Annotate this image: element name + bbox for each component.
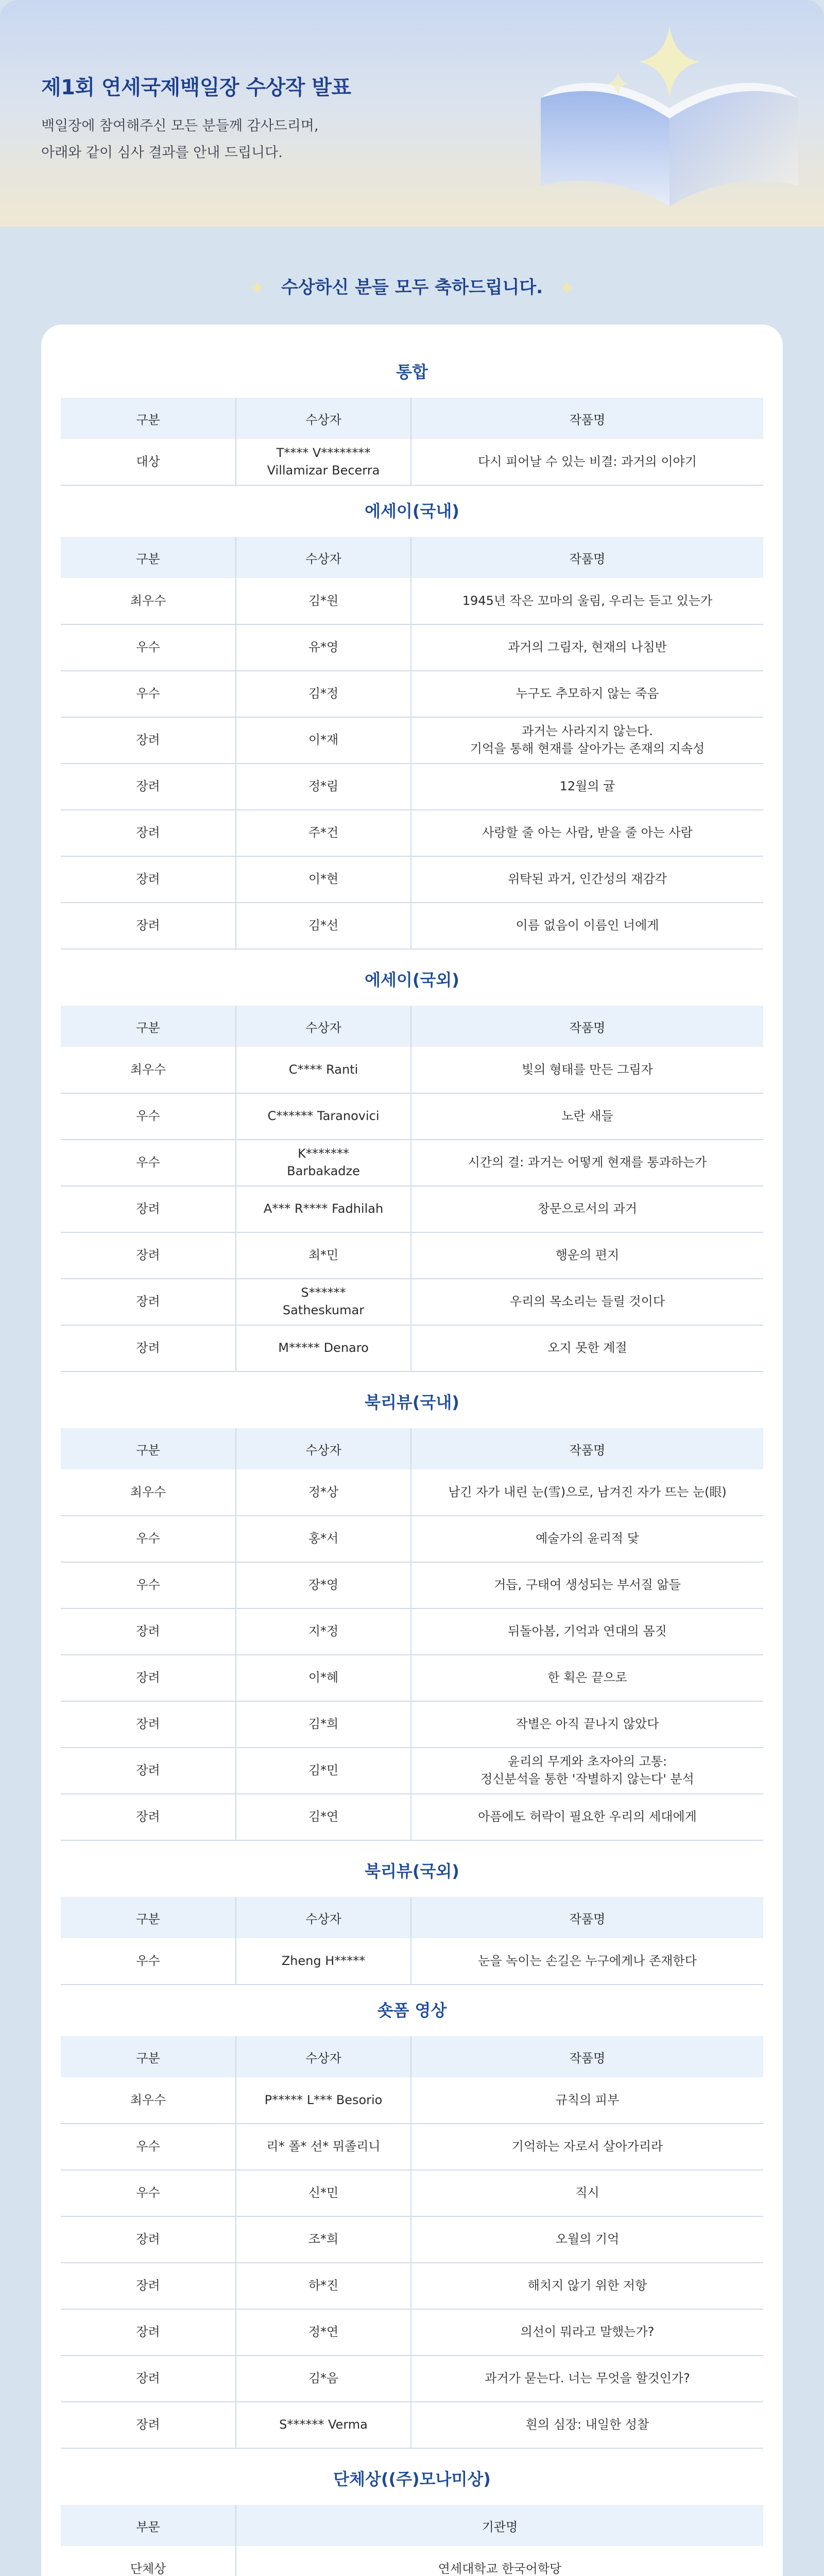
column-header-category: 구분 [61, 1897, 236, 1938]
cell-work: 노란 새들 [411, 1093, 763, 1140]
table-row [61, 2216, 763, 2263]
cell-work: 12월의 귤 [411, 764, 763, 810]
column-header-org: 기관명 [236, 2505, 763, 2546]
cell-work: 작별은 아직 끝나지 않았다 [411, 1701, 763, 1748]
results-table [61, 2036, 763, 2449]
cell-winner: 하*진 [236, 2263, 411, 2309]
cell-work: 의선이 뭐라고 말했는가? [411, 2309, 763, 2355]
cell-winner: C**** Ranti [236, 1047, 411, 1093]
table-row [61, 1047, 763, 1093]
cell-work: 뒤돌아봄, 기억과 연대의 몸짓 [411, 1608, 763, 1655]
table-row [61, 2263, 763, 2309]
cell-winner: C****** Taranovici [236, 1093, 411, 1140]
cell-winner: 김*민 [236, 1748, 411, 1794]
sparkle-icon: ✦ [558, 276, 576, 300]
cell-winner: M***** Denaro [236, 1325, 411, 1371]
section-title: 통합 [396, 362, 428, 382]
cell-winner: 이*현 [236, 856, 411, 903]
column-header-work: 작품명 [411, 1428, 763, 1469]
cell-winner: 정*연 [236, 2309, 411, 2355]
cell-work: 흰의 심장: 내일한 성찰 [411, 2402, 763, 2448]
cell-work: 과거의 그림자, 현재의 나침반 [411, 624, 763, 671]
cell-category: 장려 [61, 1794, 236, 1840]
section-shortform [61, 1985, 763, 2449]
table-row [61, 1140, 763, 1186]
cell-work: 거듭, 구태여 생성되는 부서질 앎들 [411, 1562, 763, 1608]
cell-winner: 주*건 [236, 810, 411, 856]
cell-category: 장려 [61, 1232, 236, 1279]
table-row [61, 2077, 763, 2124]
cell-work: 행운의 편지 [411, 1232, 763, 1279]
table-header-row [61, 1897, 763, 1938]
cell-winner: P***** L*** Besorio [236, 2077, 411, 2124]
cell-winner: 김*정 [236, 671, 411, 717]
cell-work: 한 획은 끝으로 [411, 1655, 763, 1701]
results-table [61, 1428, 763, 1841]
column-header-category: 구분 [61, 1006, 236, 1047]
cell-work: 오월의 기억 [411, 2216, 763, 2263]
cell-winner: A*** R**** Fadhilah [236, 1186, 411, 1232]
cell-category: 장려 [61, 2309, 236, 2355]
table-row [61, 1325, 763, 1371]
cell-winner: Zheng H***** [236, 1938, 411, 1985]
cell-category: 우수 [61, 1093, 236, 1140]
table-row [61, 810, 763, 856]
cell-work: 창문으로서의 과거 [411, 1186, 763, 1232]
table-row [61, 764, 763, 810]
table-header-row [61, 2505, 763, 2546]
table-row [61, 1748, 763, 1794]
cell-winner: 장*영 [236, 1562, 411, 1608]
cell-category: 장려 [61, 2263, 236, 2309]
congratulations-banner [0, 273, 824, 300]
column-header-category: 구분 [61, 398, 236, 439]
cell-category: 장려 [61, 717, 236, 764]
table-row [61, 1701, 763, 1748]
header-banner [0, 0, 824, 227]
cell-winner: 조*희 [236, 2216, 411, 2263]
cell-work: 시간의 결: 과거는 어떻게 현재를 통과하는가 [411, 1140, 763, 1186]
column-header-work: 작품명 [411, 398, 763, 439]
cell-winner: 리* 폴* 선* 뮈졸리니 [236, 2124, 411, 2170]
cell-category: 장려 [61, 903, 236, 949]
table-row [61, 1562, 763, 1608]
cell-work: 누구도 추모하지 않는 죽음 [411, 671, 763, 717]
cell-work: 과거가 묻는다. 너는 무엇을 할것인가? [411, 2355, 763, 2402]
column-header-work: 작품명 [411, 537, 763, 578]
cell-category: 장려 [61, 1748, 236, 1794]
cell-work: 눈을 녹이는 손길은 누구에게나 존재한다 [411, 1938, 763, 1985]
cell-winner: 홍*서 [236, 1516, 411, 1562]
table-row [61, 1608, 763, 1655]
cell-winner: 김*원 [236, 578, 411, 624]
cell-work: 남긴 자가 내린 눈(雪)으로, 남겨진 자가 뜨는 눈(眼) [411, 1469, 763, 1516]
cell-category: 최우수 [61, 578, 236, 624]
results-table [61, 537, 763, 950]
cell-work: 1945년 작은 꼬마의 울림, 우리는 듣고 있는가 [411, 578, 763, 624]
cell-work: 규칙의 피부 [411, 2077, 763, 2124]
column-header-category: 구분 [61, 537, 236, 578]
cell-work: 윤리의 무게와 초자아의 고통: 정신분석을 통한 '작별하지 않는다' 분석 [411, 1748, 763, 1794]
cell-org: 연세대학교 한국어학당 [236, 2546, 763, 2576]
section-essay-international [61, 954, 763, 1372]
section-title: 단체상((주)모나미상) [333, 2469, 491, 2489]
table-row [61, 717, 763, 764]
table-row [61, 1232, 763, 1279]
results-table [61, 398, 763, 486]
cell-category: 우수 [61, 2170, 236, 2216]
cell-winner: S****** Verma [236, 2402, 411, 2448]
cell-category: 장려 [61, 810, 236, 856]
cell-category: 장려 [61, 764, 236, 810]
header-subtitle-line-1: 백일장에 참여해주신 모든 분들께 감사드리며, [41, 118, 319, 134]
column-header-winner: 수상자 [236, 398, 411, 439]
cell-category: 대상 [61, 439, 236, 485]
sparkle-icon: ✦ [248, 276, 266, 300]
cell-work: 사랑할 줄 아는 사람, 받을 줄 아는 사람 [411, 810, 763, 856]
column-header-work: 작품명 [411, 1006, 763, 1047]
cell-winner: 김*희 [236, 1701, 411, 1748]
cell-category: 우수 [61, 624, 236, 671]
section-integrated [61, 346, 763, 486]
cell-work: 과거는 사라지지 않는다. 기억을 통해 현재를 살아가는 존재의 지속성 [411, 717, 763, 764]
table-row [61, 903, 763, 949]
table-row [61, 1655, 763, 1701]
table-row [61, 1186, 763, 1232]
results-table [61, 1006, 763, 1372]
cell-work: 우리의 목소리는 들릴 것이다 [411, 1279, 763, 1325]
results-card [41, 325, 783, 2576]
cell-work: 아픔에도 허락이 필요한 우리의 세대에게 [411, 1794, 763, 1840]
cell-winner: 정*상 [236, 1469, 411, 1516]
column-header-work: 작품명 [411, 1897, 763, 1938]
cell-work: 이름 없음이 이름인 너에게 [411, 903, 763, 949]
cell-winner: S****** Satheskumar [236, 1279, 411, 1325]
column-header-winner: 수상자 [236, 1897, 411, 1938]
column-header-winner: 수상자 [236, 2036, 411, 2077]
table-row [61, 1093, 763, 1140]
cell-category: 장려 [61, 1186, 236, 1232]
cell-winner: 신*민 [236, 2170, 411, 2216]
cell-category: 우수 [61, 2124, 236, 2170]
section-title: 북리뷰(국외) [365, 1861, 459, 1881]
cell-work: 다시 피어날 수 있는 비결: 과거의 이야기 [411, 439, 763, 485]
table-header-row [61, 2036, 763, 2077]
cell-category: 장려 [61, 1279, 236, 1325]
cell-winner: 유*영 [236, 624, 411, 671]
section-title: 에세이(국내) [365, 501, 459, 521]
table-row [61, 1469, 763, 1516]
column-header-winner: 수상자 [236, 1006, 411, 1047]
table-header-row [61, 398, 763, 439]
header-subtitle-line-2: 아래와 같이 심사 결과를 안내 드립니다. [41, 145, 283, 161]
cell-category: 장려 [61, 2402, 236, 2448]
cell-category: 우수 [61, 1140, 236, 1186]
cell-category: 우수 [61, 671, 236, 717]
cell-winner: 김*선 [236, 903, 411, 949]
section-group-award [61, 2453, 763, 2576]
table-row [61, 856, 763, 903]
table-row [61, 1794, 763, 1840]
congratulations-text: 수상하신 분들 모두 축하드립니다. [281, 277, 543, 298]
cell-work: 직시 [411, 2170, 763, 2216]
section-review-domestic [61, 1377, 763, 1841]
column-header-winner: 수상자 [236, 1428, 411, 1469]
cell-category: 장려 [61, 856, 236, 903]
cell-category: 장려 [61, 1655, 236, 1701]
cell-winner: 김*연 [236, 1794, 411, 1840]
page-title: 제1회 연세국제백일장 수상작 발표 [41, 76, 351, 99]
column-header-category: 구분 [61, 1428, 236, 1469]
cell-work: 기억하는 자로서 살아가리라 [411, 2124, 763, 2170]
cell-category: 단체상 [61, 2546, 236, 2576]
cell-winner: 이*혜 [236, 1655, 411, 1701]
cell-category: 장려 [61, 1325, 236, 1371]
table-row [61, 2124, 763, 2170]
cell-category: 우수 [61, 1938, 236, 1985]
table-row [61, 671, 763, 717]
column-header-winner: 수상자 [236, 537, 411, 578]
cell-category: 최우수 [61, 1469, 236, 1516]
table-row [61, 439, 763, 485]
table-row [61, 624, 763, 671]
table-row [61, 2170, 763, 2216]
column-header-category: 구분 [61, 2036, 236, 2077]
cell-category: 우수 [61, 1516, 236, 1562]
table-row [61, 578, 763, 624]
cell-winner: T**** V******** Villamizar Becerra [236, 439, 411, 485]
cell-category: 장려 [61, 2216, 236, 2263]
cell-winner: 정*림 [236, 764, 411, 810]
cell-category: 장려 [61, 1701, 236, 1748]
cell-category: 우수 [61, 1562, 236, 1608]
results-table [61, 1897, 763, 1985]
group-award-table [61, 2505, 763, 2576]
cell-work: 예술가의 윤리적 닻 [411, 1516, 763, 1562]
table-header-row [61, 1006, 763, 1047]
table-row [61, 1938, 763, 1985]
cell-category: 장려 [61, 1608, 236, 1655]
section-title: 북리뷰(국내) [365, 1393, 459, 1412]
section-essay-domestic [61, 485, 763, 950]
cell-category: 장려 [61, 2355, 236, 2402]
cell-work: 오지 못한 계절 [411, 1325, 763, 1371]
table-header-row [61, 537, 763, 578]
cell-winner: 최*민 [236, 1232, 411, 1279]
table-row [61, 2402, 763, 2448]
cell-winner: K******* Barbakadze [236, 1140, 411, 1186]
section-title: 에세이(국외) [365, 970, 459, 990]
cell-winner: 김*음 [236, 2355, 411, 2402]
table-header-row [61, 1428, 763, 1469]
cell-winner: 이*재 [236, 717, 411, 764]
table-row [61, 1516, 763, 1562]
section-title: 숏폼 영상 [377, 2001, 447, 2020]
cell-work: 빛의 형태를 만든 그림자 [411, 1047, 763, 1093]
cell-category: 최우수 [61, 2077, 236, 2124]
cell-category: 최우수 [61, 1047, 236, 1093]
table-row [61, 1279, 763, 1325]
cell-work: 위탁된 과거, 인간성의 재감각 [411, 856, 763, 903]
cell-winner: 지*정 [236, 1608, 411, 1655]
open-book-sparkle-icon [536, 21, 803, 216]
column-header-category: 부문 [61, 2505, 236, 2546]
table-row [61, 2546, 763, 2576]
table-row [61, 2355, 763, 2402]
table-row [61, 2309, 763, 2355]
section-review-international [61, 1845, 763, 1985]
cell-work: 해치지 않기 위한 저항 [411, 2263, 763, 2309]
column-header-work: 작품명 [411, 2036, 763, 2077]
